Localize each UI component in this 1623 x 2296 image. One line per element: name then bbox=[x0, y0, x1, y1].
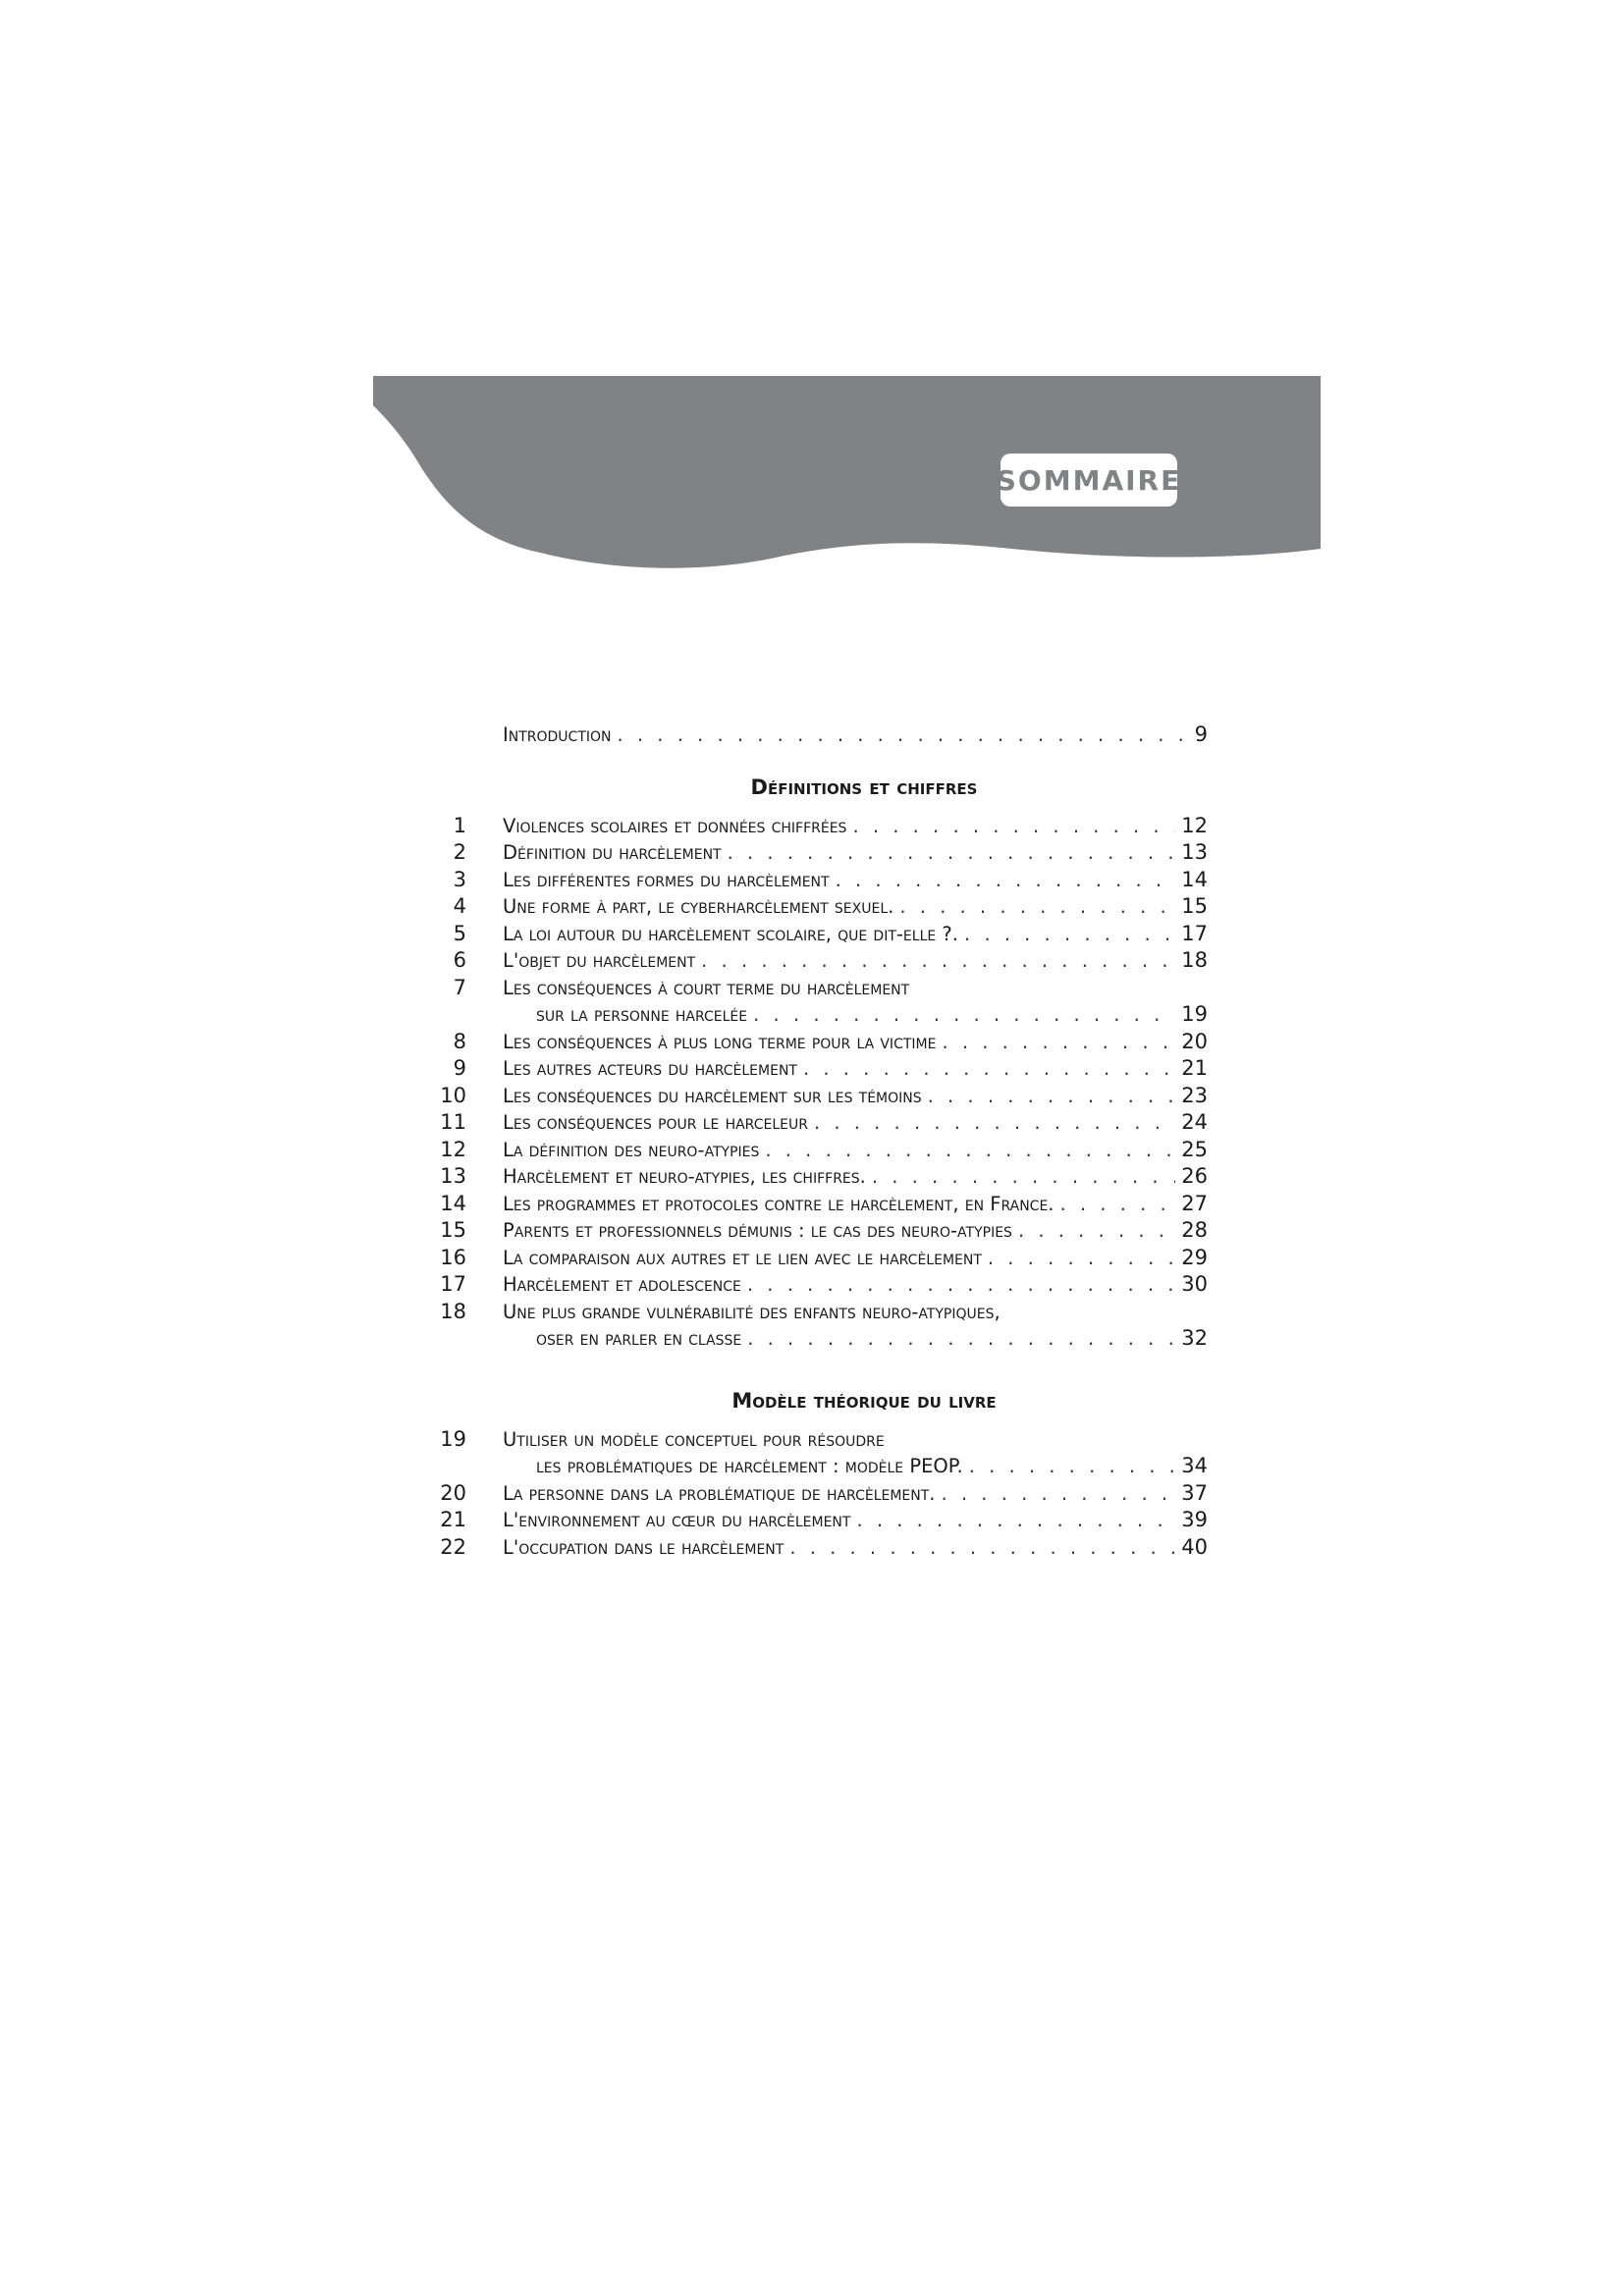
toc-entry-label bbox=[503, 1109, 1208, 1137]
toc-entry-label bbox=[503, 1083, 1208, 1110]
dot-leader bbox=[814, 1109, 1175, 1137]
dot-leader bbox=[747, 1325, 1175, 1353]
toc-entry-page: 30 bbox=[1181, 1272, 1208, 1296]
toc-entry-title: L'environnement au cœur du harcèlement bbox=[503, 1509, 851, 1531]
toc-entry-page: 25 bbox=[1181, 1137, 1208, 1161]
toc-entry-number: 15 bbox=[440, 1218, 466, 1242]
toc-entry-page: 24 bbox=[1181, 1110, 1208, 1134]
dot-leader bbox=[701, 947, 1175, 975]
toc-entry[interactable] bbox=[422, 1055, 1208, 1083]
toc-entry-number: 9 bbox=[453, 1056, 466, 1080]
toc-entry-label bbox=[503, 975, 1208, 1002]
toc-entry-label bbox=[503, 1299, 1208, 1326]
dot-leader bbox=[856, 1507, 1175, 1534]
dot-leader bbox=[1018, 1217, 1175, 1245]
dot-leader bbox=[753, 1001, 1175, 1029]
toc-entry[interactable] bbox=[422, 921, 1208, 948]
toc-entry[interactable] bbox=[422, 893, 1208, 921]
toc-entry-page: 21 bbox=[1181, 1056, 1208, 1080]
toc-entry[interactable] bbox=[422, 975, 1208, 1002]
toc-entry-label bbox=[503, 1245, 1208, 1272]
toc-entry-label bbox=[503, 1480, 1208, 1508]
dot-leader bbox=[836, 867, 1176, 894]
toc-entry-title: Harcèlement et neuro-atypies, les chiffres. bbox=[503, 1165, 866, 1188]
toc-entry-page: 40 bbox=[1181, 1534, 1208, 1559]
toc-entry[interactable] bbox=[422, 1426, 1208, 1454]
toc-entry[interactable] bbox=[422, 1271, 1208, 1299]
toc-entry-label bbox=[503, 1217, 1208, 1245]
toc-entry-title: La loi autour du harcèlement scolaire, que dit-elle ?. bbox=[503, 922, 958, 945]
toc-entry-page: 29 bbox=[1181, 1245, 1208, 1269]
toc-entry-page: 26 bbox=[1181, 1164, 1208, 1188]
toc-entry-title: sur la personne harcelée bbox=[536, 1003, 748, 1026]
dot-leader bbox=[899, 893, 1175, 921]
toc-entry-title: Une forme à part, le cyberharcèlement sexuel. bbox=[503, 895, 894, 918]
toc-entry-title: Parents et professionnels démunis : le cas des neuro-atypies bbox=[503, 1219, 1012, 1242]
toc-entry-number: 2 bbox=[453, 840, 466, 864]
toc-entry-label bbox=[503, 1029, 1208, 1056]
toc-entry-number: 14 bbox=[440, 1191, 466, 1215]
toc-entry-number: 6 bbox=[453, 948, 466, 972]
toc-spacer bbox=[422, 1415, 1208, 1426]
toc-entry-label bbox=[536, 1325, 1208, 1353]
toc-entry-page: 32 bbox=[1181, 1326, 1208, 1350]
toc-entry-title: Introduction bbox=[503, 723, 612, 746]
toc-entry-label bbox=[536, 1001, 1208, 1029]
toc-entry-label bbox=[503, 921, 1208, 948]
toc-entry-page: 28 bbox=[1181, 1218, 1208, 1242]
toc-entry[interactable] bbox=[422, 1245, 1208, 1272]
toc-entry-number: 5 bbox=[453, 921, 466, 945]
toc-entry-label bbox=[503, 947, 1208, 975]
toc-entry-number: 13 bbox=[440, 1164, 466, 1188]
toc-entry[interactable] bbox=[422, 1001, 1208, 1029]
toc-entry[interactable] bbox=[422, 1325, 1208, 1353]
toc-entry-title: Les conséquences du harcèlement sur les témoins bbox=[503, 1084, 922, 1107]
toc-entry-title: les problématiques de harcèlement : modèle PEOP. bbox=[536, 1455, 963, 1477]
toc-entry[interactable] bbox=[422, 839, 1208, 867]
toc-entry-title: Utiliser un modèle conceptuel pour résoudre bbox=[503, 1427, 885, 1451]
dot-leader bbox=[872, 1163, 1175, 1191]
toc-entry-page: 34 bbox=[1181, 1454, 1208, 1477]
toc-entry-page: 23 bbox=[1181, 1083, 1208, 1107]
toc-entry-number: 17 bbox=[440, 1272, 466, 1296]
dot-leader bbox=[942, 1480, 1176, 1508]
toc-entry-label bbox=[503, 813, 1208, 840]
toc-entry-title: L'occupation dans le harcèlement bbox=[503, 1535, 784, 1559]
toc-entry-label bbox=[503, 893, 1208, 921]
section-heading: Définitions et chiffres bbox=[750, 774, 978, 799]
toc-entry-label bbox=[503, 839, 1208, 867]
toc-entry[interactable] bbox=[422, 1163, 1208, 1191]
toc-entry-title: L'objet du harcèlement bbox=[503, 949, 696, 972]
toc-entry-number: 10 bbox=[440, 1083, 466, 1107]
toc-entry-number: 7 bbox=[453, 975, 466, 999]
dot-leader bbox=[942, 1029, 1175, 1056]
toc-entry-number: 22 bbox=[440, 1534, 466, 1559]
toc-entry-label bbox=[536, 1453, 1208, 1480]
dot-leader bbox=[618, 721, 1189, 749]
toc-entry-page: 13 bbox=[1181, 840, 1208, 864]
toc-entry-number: 19 bbox=[440, 1426, 466, 1451]
toc-entry-title: Les conséquences à plus long terme pour la victime bbox=[503, 1030, 937, 1053]
toc-entry-label bbox=[503, 721, 1208, 749]
toc-entry-title: oser en parler en classe bbox=[536, 1327, 742, 1350]
toc-entry-page: 20 bbox=[1181, 1029, 1208, 1053]
toc-entry-title: Les programmes et protocoles contre le harcèlement, en France. bbox=[503, 1192, 1055, 1215]
toc-entry-label bbox=[503, 1163, 1208, 1191]
toc-entry-label bbox=[503, 1137, 1208, 1164]
toc-entry-label bbox=[503, 1191, 1208, 1218]
header-band bbox=[373, 376, 1321, 572]
toc-entry-page: 37 bbox=[1181, 1480, 1208, 1505]
sommaire-badge: SOMMAIRE bbox=[1001, 454, 1177, 507]
toc-entry[interactable] bbox=[422, 1191, 1208, 1218]
toc-entry-number: 4 bbox=[453, 894, 466, 918]
toc-entry[interactable] bbox=[422, 1083, 1208, 1110]
toc-entry-title: Les autres acteurs du harcèlement bbox=[503, 1057, 797, 1080]
toc-entry-label bbox=[503, 1055, 1208, 1083]
toc-entry[interactable] bbox=[422, 1534, 1208, 1562]
toc-spacer bbox=[422, 749, 1208, 774]
toc-entry[interactable] bbox=[422, 1137, 1208, 1164]
toc-entry-title: Définition du harcèlement bbox=[503, 841, 722, 864]
toc-entry[interactable] bbox=[422, 1029, 1208, 1056]
toc-entry-label bbox=[503, 867, 1208, 894]
dot-leader bbox=[1060, 1191, 1176, 1218]
toc-entry[interactable] bbox=[422, 1217, 1208, 1245]
toc-entry-title: Une plus grande vulnérabilité des enfants neuro-atypiques, bbox=[503, 1300, 1001, 1323]
toc-entry-page: 12 bbox=[1181, 813, 1208, 837]
dot-leader bbox=[803, 1055, 1175, 1083]
toc-entry[interactable] bbox=[422, 1507, 1208, 1534]
dot-leader bbox=[928, 1083, 1176, 1110]
toc-entry[interactable] bbox=[422, 867, 1208, 894]
toc-entry-number: 8 bbox=[453, 1029, 466, 1053]
toc-entry-label bbox=[503, 1507, 1208, 1534]
dot-leader bbox=[765, 1137, 1175, 1164]
dot-leader bbox=[728, 839, 1176, 867]
toc-entry-number: 12 bbox=[440, 1137, 466, 1161]
toc-entry-page: 9 bbox=[1194, 722, 1208, 746]
toc-entry-title: Les conséquences pour le harceleur bbox=[503, 1111, 808, 1134]
dot-leader bbox=[789, 1534, 1175, 1562]
toc-entry-page: 27 bbox=[1181, 1191, 1208, 1215]
toc-entry-label bbox=[503, 1426, 1208, 1454]
dot-leader bbox=[964, 921, 1175, 948]
toc-spacer bbox=[422, 1353, 1208, 1387]
toc-entry-title: La comparaison aux autres et le lien avec le harcèlement bbox=[503, 1246, 982, 1269]
toc-entry[interactable] bbox=[422, 1480, 1208, 1508]
dot-leader bbox=[969, 1453, 1176, 1480]
toc-entry-page: 19 bbox=[1181, 1002, 1208, 1026]
toc-entry-number: 3 bbox=[453, 867, 466, 891]
toc-entry-page: 39 bbox=[1181, 1508, 1208, 1531]
dot-leader bbox=[852, 813, 1175, 840]
toc-entry-number: 18 bbox=[440, 1299, 466, 1323]
toc-entry-label bbox=[503, 1271, 1208, 1299]
toc-entry[interactable] bbox=[422, 721, 1208, 749]
toc-entry-page: 18 bbox=[1181, 948, 1208, 972]
toc-entry-page: 17 bbox=[1181, 921, 1208, 945]
dot-leader bbox=[747, 1271, 1175, 1299]
toc-entry[interactable] bbox=[422, 1453, 1208, 1480]
toc-entry-number: 21 bbox=[440, 1508, 466, 1531]
toc-entry-number: 1 bbox=[453, 813, 466, 837]
toc-entry-title: La personne dans la problématique de harcèlement. bbox=[503, 1481, 936, 1505]
toc-entry[interactable] bbox=[422, 813, 1208, 840]
toc-entry-title: Les conséquences à court terme du harcèlement bbox=[503, 976, 910, 999]
section-heading: Modèle théorique du livre bbox=[731, 1388, 997, 1413]
toc-entry-number: 20 bbox=[440, 1480, 466, 1505]
toc-entry-title: Harcèlement et adolescence bbox=[503, 1273, 741, 1296]
toc-entry-title: La définition des neuro-atypies bbox=[503, 1138, 760, 1161]
toc-entry[interactable] bbox=[422, 1109, 1208, 1137]
table-of-contents bbox=[422, 721, 1208, 1561]
toc-entry[interactable] bbox=[422, 947, 1208, 975]
toc-entry-label bbox=[503, 1534, 1208, 1562]
toc-entry-page: 15 bbox=[1181, 894, 1208, 918]
toc-entry-page: 14 bbox=[1181, 867, 1208, 891]
toc-entry-title: Les différentes formes du harcèlement bbox=[503, 868, 830, 891]
toc-spacer bbox=[422, 801, 1208, 813]
toc-entry[interactable] bbox=[422, 1299, 1208, 1326]
toc-entry-title: Violences scolaires et données chiffrées bbox=[503, 814, 847, 837]
toc-entry-number: 16 bbox=[440, 1245, 466, 1269]
toc-entry-number: 11 bbox=[440, 1110, 466, 1134]
dot-leader bbox=[988, 1245, 1175, 1272]
